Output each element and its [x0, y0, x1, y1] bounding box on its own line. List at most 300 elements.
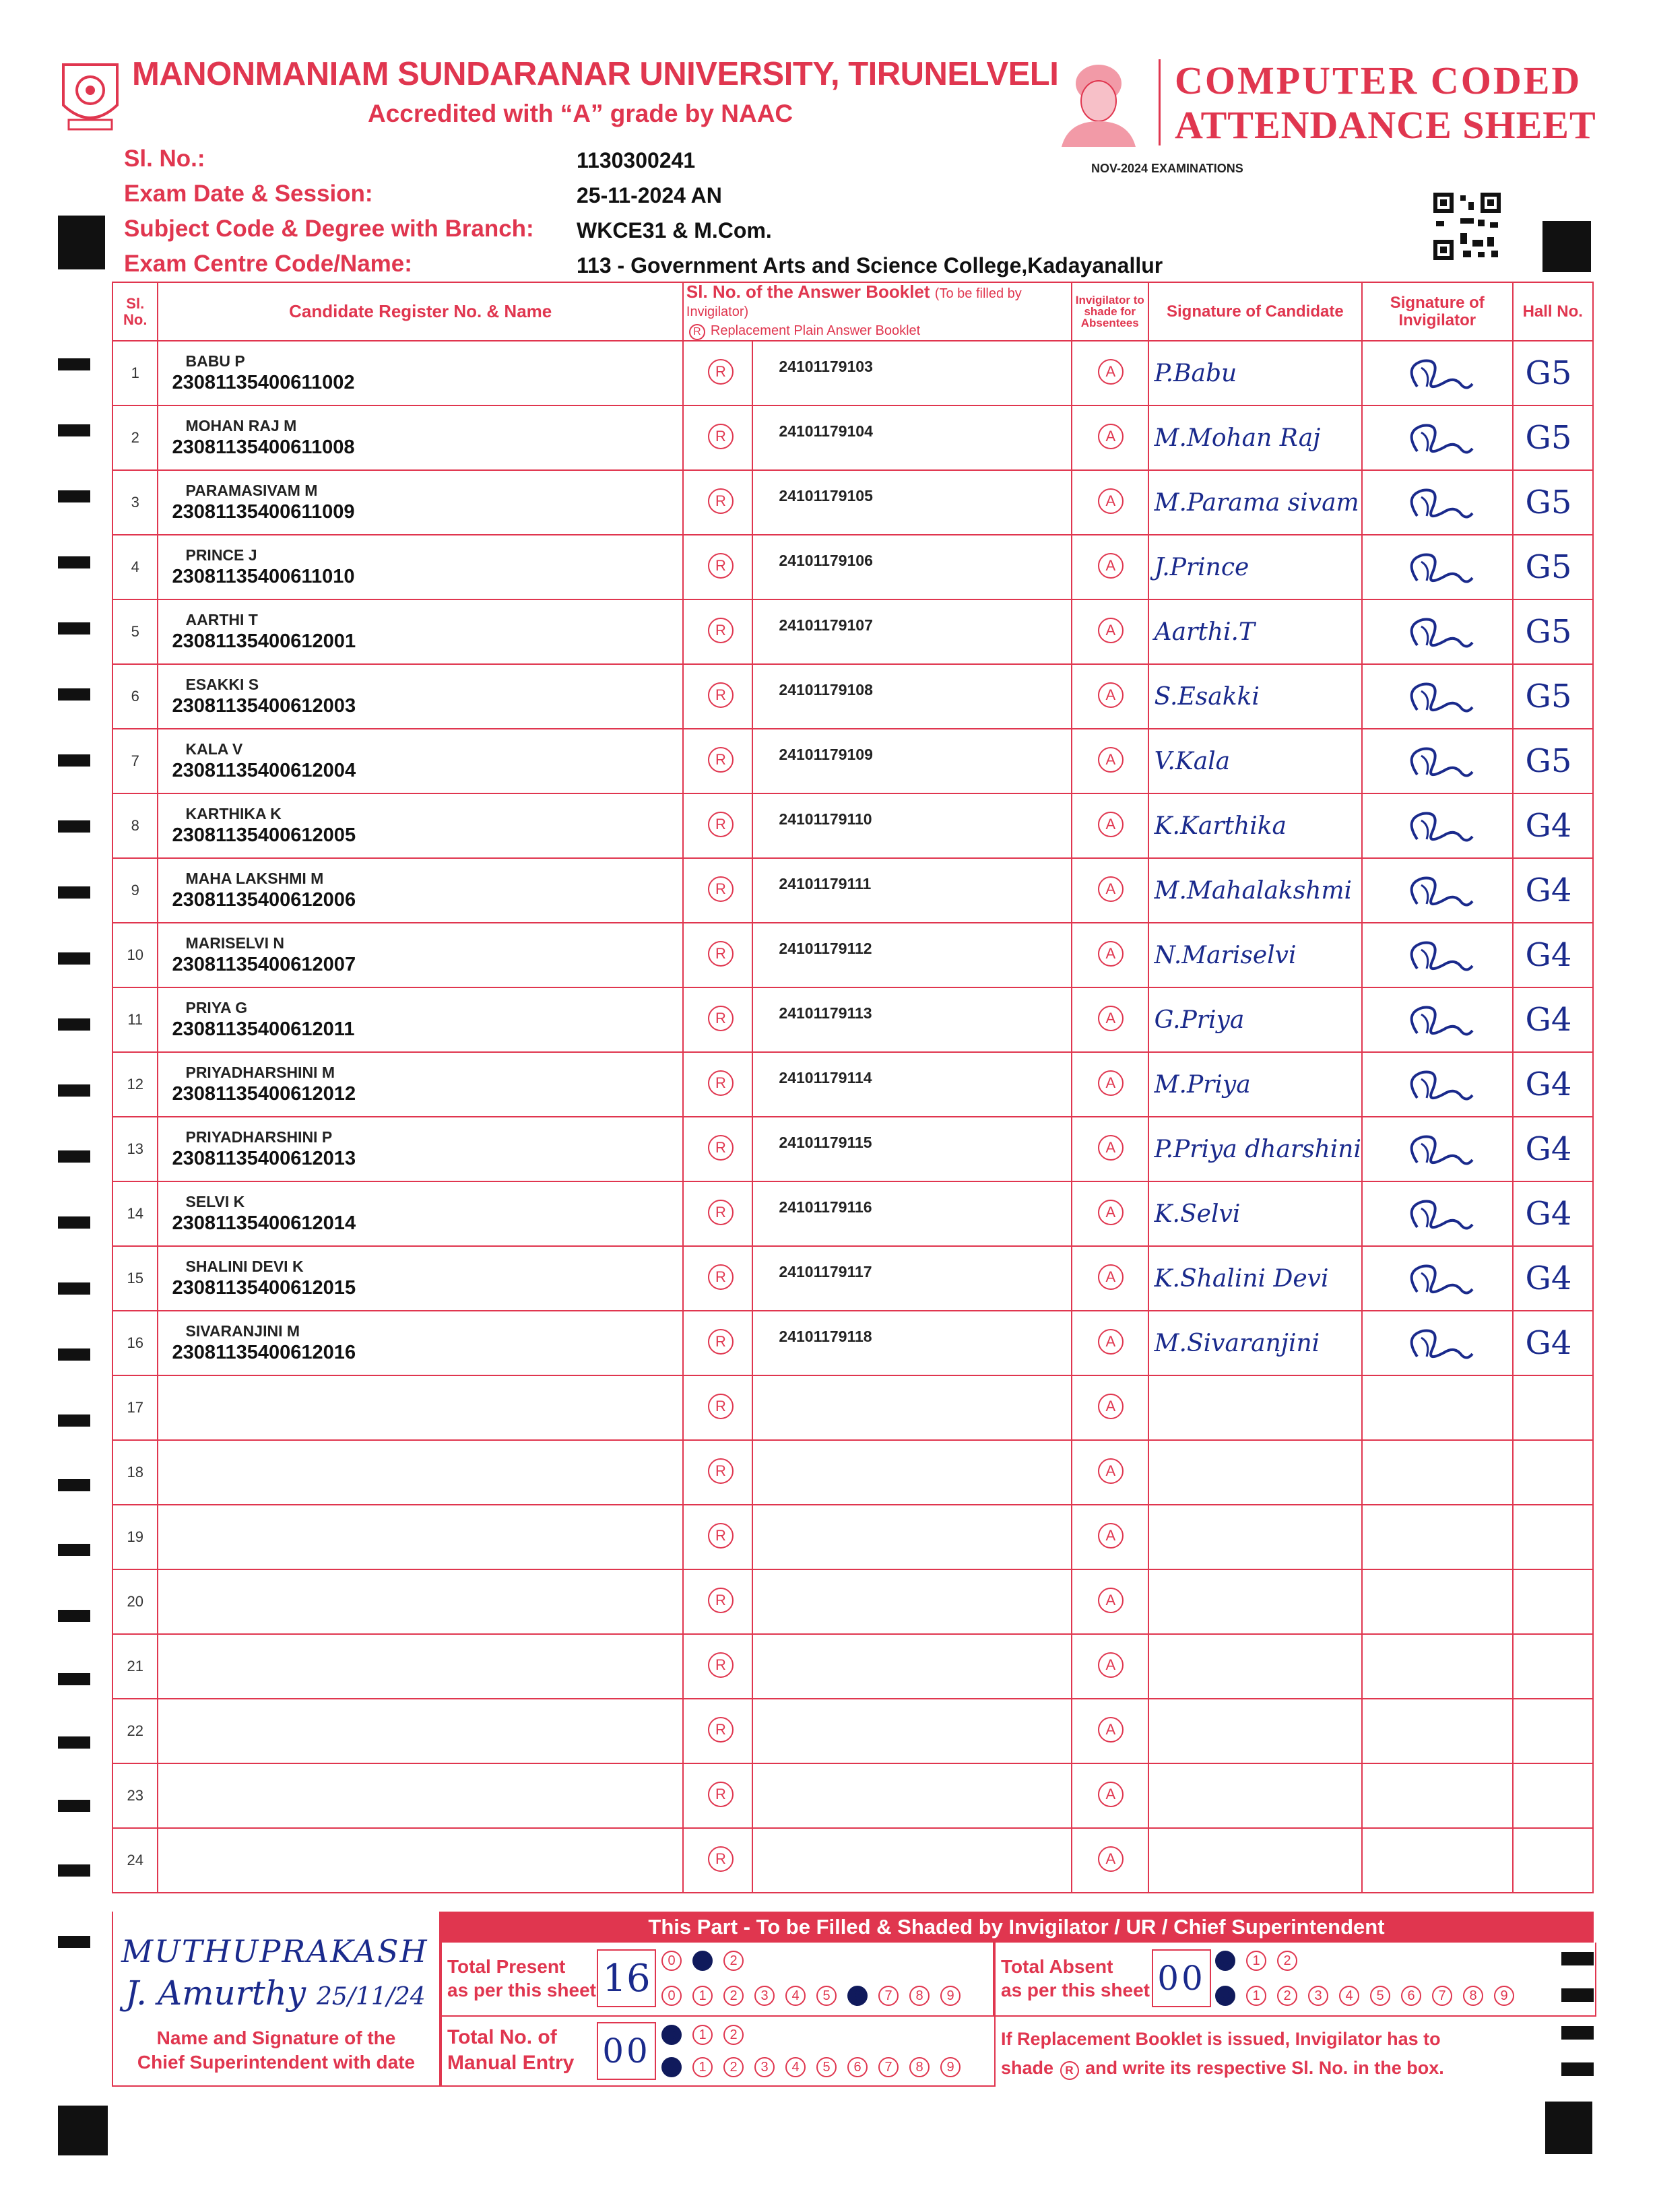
table-row [112, 1505, 1593, 1569]
candidate-name: KARTHIKA K [185, 805, 282, 822]
absent-bubble[interactable]: A [1098, 941, 1124, 967]
invigilator-signature-icon [1397, 353, 1478, 400]
absent-bubble[interactable]: A [1098, 1846, 1124, 1872]
absent-bubble[interactable]: A [1098, 876, 1124, 902]
candidate-signature-cell [1148, 793, 1362, 858]
candidate-name: PRINCE J [185, 546, 257, 564]
manual-entry-units-bubbles [661, 2057, 971, 2077]
booklet-cell [752, 1763, 1071, 1828]
table-row [112, 1246, 1593, 1311]
digit-bubble[interactable]: 8 [909, 2057, 930, 2077]
replacement-bubble[interactable]: R [708, 1329, 734, 1355]
replacement-bubble[interactable]: R [708, 1782, 734, 1807]
manual-entry-label: Total No. of Manual Entry [447, 2026, 575, 2074]
booklet-number: 24101179114 [779, 1069, 872, 1086]
hall-number: G5 [1525, 484, 1572, 521]
exam-tag: NOV-2024 EXAMINATIONS [1091, 162, 1243, 175]
absent-bubble[interactable]: A [1098, 1458, 1124, 1484]
replacement-cell[interactable] [683, 858, 753, 923]
header-booklet: Sl. No. of the Answer Booklet (To be filled by Invigilator) R Replacement Plain Answer Booklet [683, 282, 1072, 341]
hall-cell [1513, 341, 1594, 405]
digit-bubble[interactable]: 9 [940, 2057, 961, 2077]
invigilator-signature-cell [1362, 599, 1513, 664]
absent-cell[interactable] [1072, 1181, 1148, 1246]
total-present-entry [597, 1949, 656, 2007]
replacement-cell[interactable] [683, 1634, 753, 1699]
digit-bubble[interactable]: 1 [692, 1986, 713, 2006]
hall-cell [1513, 1181, 1594, 1246]
replacement-bubble[interactable]: R [708, 1652, 734, 1678]
timing-mark [58, 1479, 90, 1491]
timing-mark [58, 1610, 90, 1622]
candidate-name: PRIYADHARSHINI P [185, 1128, 333, 1146]
invigilator-signature-icon [1397, 1323, 1478, 1370]
hall-cell [1513, 405, 1594, 470]
absent-cell[interactable] [1072, 341, 1148, 405]
booklet-cell [752, 1181, 1071, 1246]
replacement-cell[interactable] [683, 1181, 753, 1246]
digit-bubble[interactable]: 4 [785, 1986, 806, 2006]
booklet-cell [752, 599, 1071, 664]
absent-bubble[interactable]: A [1098, 1070, 1124, 1096]
hall-cell [1513, 599, 1594, 664]
timing-mark [58, 1864, 90, 1877]
candidate-signature-cell [1148, 664, 1362, 729]
booklet-number: 24101179107 [779, 616, 873, 634]
replacement-cell[interactable] [683, 1763, 753, 1828]
timing-mark [58, 886, 90, 899]
replacement-cell[interactable] [683, 1505, 753, 1569]
absent-bubble[interactable]: A [1098, 1523, 1124, 1549]
digit-bubble[interactable]: 7 [1432, 1986, 1452, 2006]
candidate-signature: M.Mahalakshmi [1154, 876, 1353, 905]
digit-bubble[interactable]: 4 [785, 2057, 806, 2077]
hall-cell [1513, 1440, 1594, 1505]
booklet-number: 24101179111 [779, 875, 872, 892]
manual-entry-entry [597, 2022, 656, 2080]
header-absent: Invigilator to shade for Absentees [1072, 282, 1148, 341]
absent-cell[interactable] [1072, 1634, 1148, 1699]
replacement-bubble[interactable]: R [708, 1135, 734, 1161]
hall-number: G4 [1525, 1130, 1572, 1168]
candidate-signature: N.Mariselvi [1154, 941, 1297, 969]
absent-cell[interactable] [1072, 470, 1148, 535]
candidate-name [172, 1657, 185, 1674]
replacement-cell[interactable] [683, 470, 753, 535]
register-number: 23081135400611010 [172, 566, 355, 587]
candidate-name [172, 1786, 185, 1804]
digit-bubble[interactable]: 5 [816, 2057, 837, 2077]
absent-cell[interactable] [1072, 923, 1148, 987]
candidate-cell [158, 341, 682, 405]
register-number: 23081135400612014 [172, 1212, 356, 1234]
booklet-cell [752, 923, 1071, 987]
header-sl: Sl. No. [112, 282, 158, 341]
candidate-cell [158, 1634, 682, 1699]
digit-bubble[interactable]: 6 [847, 2057, 868, 2077]
field-value: 25-11-2024 AN [577, 183, 722, 207]
absent-bubble[interactable]: A [1098, 1006, 1124, 1031]
digit-bubble[interactable]: 0 [661, 2057, 682, 2077]
replacement-cell[interactable] [683, 1375, 753, 1440]
digit-bubble[interactable]: 7 [878, 2057, 899, 2077]
invigilator-signature-cell [1362, 1569, 1513, 1634]
field-value: 113 - Government Arts and Science College,Kadayanallur [577, 253, 1163, 278]
digit-bubble[interactable]: 9 [1494, 1986, 1514, 2006]
replacement-bubble[interactable]: R [708, 1458, 734, 1484]
invigilator-signature-cell [1362, 729, 1513, 793]
corner-mark [58, 216, 105, 269]
invigilator-signature-cell [1362, 923, 1513, 987]
candidate-name: BABU P [185, 352, 245, 370]
hall-cell [1513, 858, 1594, 923]
digit-bubble[interactable]: 5 [816, 1986, 837, 2006]
invigilator-signature-icon [1397, 676, 1478, 723]
digit-bubble[interactable]: 6 [1401, 1986, 1421, 2006]
absent-cell[interactable] [1072, 1117, 1148, 1181]
booklet-cell [752, 1569, 1071, 1634]
candidate-name: MAHA LAKSHMI M [185, 870, 324, 887]
booklet-cell [752, 341, 1071, 405]
replacement-bubble[interactable]: R [708, 941, 734, 967]
invigilator-signature-cell [1362, 1375, 1513, 1440]
row-sl: 1 [112, 341, 158, 405]
hall-number: G5 [1525, 419, 1572, 457]
absent-bubble[interactable]: A [1098, 488, 1124, 514]
digit-bubble[interactable]: 3 [754, 1986, 775, 2006]
table-row [112, 1117, 1593, 1181]
row-sl: 6 [112, 664, 158, 729]
digit-bubble[interactable]: 0 [661, 1951, 682, 1971]
replacement-cell[interactable] [683, 664, 753, 729]
digit-bubble[interactable]: 1 [1246, 1951, 1266, 1971]
candidate-cell [158, 1117, 682, 1181]
digit-bubble[interactable]: 0 [661, 1986, 682, 2006]
hall-number: G4 [1525, 872, 1572, 909]
header-sig-invigilator: Signature of Invigilator [1362, 282, 1513, 341]
table-row [112, 793, 1593, 858]
absent-cell[interactable] [1072, 729, 1148, 793]
timing-mark [58, 490, 90, 502]
replacement-cell[interactable] [683, 1246, 753, 1311]
candidate-cell [158, 1181, 682, 1246]
digit-bubble[interactable]: 1 [692, 1951, 713, 1971]
register-number: 23081135400612013 [172, 1148, 356, 1169]
absent-cell[interactable] [1072, 535, 1148, 599]
replacement-cell[interactable] [683, 599, 753, 664]
booklet-cell [752, 1375, 1071, 1440]
booklet-number: 24101179115 [779, 1134, 872, 1151]
timing-mark [58, 358, 90, 370]
invigilator-signature-cell [1362, 1828, 1513, 1893]
hall-cell [1513, 1052, 1594, 1117]
absent-bubble[interactable]: A [1098, 1782, 1124, 1807]
digit-bubble[interactable]: 2 [723, 1986, 744, 2006]
booklet-number: 24101179108 [779, 681, 873, 698]
hall-cell [1513, 1828, 1594, 1893]
replacement-instruction: If Replacement Booklet is issued, Invigilator has to shade R and write its respective Sl. No. in the box. [1001, 2025, 1444, 2083]
hall-number: G5 [1525, 354, 1572, 392]
candidate-signature-cell [1148, 1117, 1362, 1181]
replacement-cell[interactable] [683, 1052, 753, 1117]
absent-cell[interactable] [1072, 858, 1148, 923]
absent-cell[interactable] [1072, 1246, 1148, 1311]
digit-bubble[interactable]: 3 [754, 2057, 775, 2077]
register-number: 23081135400612015 [172, 1277, 356, 1299]
replacement-bubble[interactable]: R [708, 876, 734, 902]
candidate-signature-cell [1148, 1828, 1362, 1893]
invigilator-signature-cell [1362, 1311, 1513, 1375]
timing-mark [58, 1216, 90, 1229]
absent-cell[interactable] [1072, 1440, 1148, 1505]
replacement-bubble[interactable]: R [708, 682, 734, 708]
booklet-number: 24101179118 [779, 1328, 872, 1345]
invigilator-signature-cell [1362, 664, 1513, 729]
table-row [112, 664, 1593, 729]
absent-bubble[interactable]: A [1098, 1135, 1124, 1161]
replacement-cell[interactable] [683, 535, 753, 599]
register-number: 23081135400612005 [172, 824, 356, 846]
register-number: 23081135400612001 [172, 630, 356, 652]
table-row [112, 470, 1593, 535]
booklet-cell [752, 1440, 1071, 1505]
absent-bubble[interactable]: A [1098, 1264, 1124, 1290]
digit-bubble[interactable]: 2 [723, 2025, 744, 2045]
header-sig-candidate: Signature of Candidate [1148, 282, 1362, 341]
replacement-cell[interactable] [683, 793, 753, 858]
candidate-signature-cell [1148, 470, 1362, 535]
absent-bubble[interactable]: A [1098, 1200, 1124, 1225]
replacement-cell[interactable] [683, 1569, 753, 1634]
invigilator-signature-cell [1362, 535, 1513, 599]
absent-bubble[interactable]: A [1098, 682, 1124, 708]
absent-bubble[interactable]: A [1098, 424, 1124, 449]
replacement-bubble[interactable]: R [708, 1394, 734, 1419]
table-row [112, 1569, 1593, 1634]
invigilator-signature-icon [1397, 806, 1478, 853]
timing-mark [58, 1414, 90, 1427]
absent-cell[interactable] [1072, 664, 1148, 729]
replacement-cell[interactable] [683, 729, 753, 793]
candidate-cell [158, 858, 682, 923]
absent-cell[interactable] [1072, 405, 1148, 470]
row-sl: 18 [112, 1440, 158, 1505]
candidate-cell [158, 1505, 682, 1569]
digit-bubble[interactable]: 7 [878, 1986, 899, 2006]
candidate-name: AARTHI T [185, 611, 258, 628]
digit-bubble[interactable]: 3 [1308, 1986, 1328, 2006]
row-sl: 21 [112, 1634, 158, 1699]
candidate-name [172, 1463, 185, 1481]
replacement-bubble[interactable]: R [708, 1846, 734, 1872]
timing-mark [58, 1084, 90, 1097]
invigilator-signature-cell [1362, 405, 1513, 470]
timing-mark [1561, 2062, 1594, 2076]
absent-cell[interactable] [1072, 1828, 1148, 1893]
hall-cell [1513, 1699, 1594, 1763]
invigilator-signature-icon [1397, 870, 1478, 917]
digit-bubble[interactable]: 2 [723, 1951, 744, 1971]
absent-cell[interactable] [1072, 793, 1148, 858]
row-sl: 16 [112, 1311, 158, 1375]
invigilator-signature-icon [1397, 1000, 1478, 1047]
absent-cell[interactable] [1072, 1569, 1148, 1634]
replacement-cell[interactable] [683, 1311, 753, 1375]
total-absent-tens-bubbles [1215, 1951, 1308, 1971]
replacement-cell[interactable] [683, 1117, 753, 1181]
absent-cell[interactable] [1072, 1311, 1148, 1375]
timing-mark [58, 952, 90, 965]
candidate-name [172, 1592, 185, 1610]
candidate-signature: M.Sivaranjini [1154, 1329, 1320, 1357]
digit-bubble[interactable]: 8 [1463, 1986, 1483, 2006]
footer-banner [439, 1912, 1594, 1943]
booklet-cell [752, 1246, 1071, 1311]
register-number: 23081135400612007 [172, 954, 356, 975]
replacement-cell[interactable] [683, 1699, 753, 1763]
invigilator-signature-cell [1362, 793, 1513, 858]
candidate-signature-cell [1148, 923, 1362, 987]
table-row [112, 1828, 1593, 1893]
candidate-signature: M.Priya [1154, 1070, 1251, 1099]
booklet-cell [752, 729, 1071, 793]
candidate-name: PARAMASIVAM M [185, 482, 318, 499]
timing-mark [58, 1348, 90, 1361]
replacement-bubble[interactable]: R [708, 1588, 734, 1613]
replacement-cell[interactable] [683, 1440, 753, 1505]
chief-signature: J. Amurthy 25/11/24 [125, 1974, 426, 2013]
absent-bubble[interactable]: A [1098, 1588, 1124, 1613]
replacement-bubble[interactable]: R [708, 812, 734, 837]
absent-bubble[interactable]: A [1098, 553, 1124, 579]
replacement-bubble[interactable]: R [708, 488, 734, 514]
hall-cell [1513, 664, 1594, 729]
invigilator-signature-icon [1397, 547, 1478, 594]
digit-bubble[interactable]: 1 [692, 2025, 713, 2045]
absent-cell[interactable] [1072, 1699, 1148, 1763]
digit-bubble[interactable]: 8 [909, 1986, 930, 2006]
replacement-cell[interactable] [683, 405, 753, 470]
replacement-bubble[interactable]: R [708, 1264, 734, 1290]
digit-bubble[interactable]: 5 [1370, 1986, 1390, 2006]
candidate-signature: S.Esakki [1154, 682, 1260, 711]
booklet-cell [752, 1505, 1071, 1569]
table-row [112, 535, 1593, 599]
absent-cell[interactable] [1072, 1763, 1148, 1828]
digit-bubble[interactable]: 2 [723, 2057, 744, 2077]
candidate-signature-cell [1148, 1375, 1362, 1440]
table-row [112, 1375, 1593, 1440]
candidate-signature-cell [1148, 405, 1362, 470]
replacement-cell[interactable] [683, 987, 753, 1052]
digit-bubble[interactable]: 0 [661, 2025, 682, 2045]
replacement-bubble[interactable]: R [708, 1200, 734, 1225]
sheet-title-line2: ATTENDANCE SHEET [1175, 103, 1596, 147]
digit-bubble[interactable]: 6 [847, 1986, 868, 2006]
total-present-label: Total Present as per this sheet [447, 1956, 596, 2000]
booklet-cell [752, 470, 1071, 535]
booklet-number: 24101179113 [779, 1004, 872, 1022]
absent-cell[interactable] [1072, 599, 1148, 664]
candidate-name: SIVARANJINI M [185, 1322, 300, 1340]
replacement-cell[interactable] [683, 1828, 753, 1893]
absent-bubble[interactable]: A [1098, 1394, 1124, 1419]
digit-bubble[interactable]: 0 [1215, 1986, 1235, 2006]
field-label: Exam Date & Session: [124, 181, 373, 207]
candidate-signature: V.Kala [1154, 747, 1231, 775]
candidate-signature: J.Prince [1154, 553, 1249, 581]
candidate-cell [158, 729, 682, 793]
candidate-signature-cell [1148, 1311, 1362, 1375]
table-row [112, 1311, 1593, 1375]
replacement-bubble[interactable]: R [708, 1006, 734, 1031]
candidate-signature-cell [1148, 1246, 1362, 1311]
digit-bubble[interactable]: 1 [1246, 1986, 1266, 2006]
row-sl: 4 [112, 535, 158, 599]
digit-bubble[interactable]: 4 [1339, 1986, 1359, 2006]
replacement-cell[interactable] [683, 341, 753, 405]
absent-bubble[interactable]: A [1098, 1652, 1124, 1678]
absent-cell[interactable] [1072, 1052, 1148, 1117]
table-row [112, 923, 1593, 987]
replacement-bubble[interactable]: R [708, 618, 734, 643]
digit-bubble[interactable]: 2 [1277, 1986, 1297, 2006]
absent-bubble[interactable]: A [1098, 359, 1124, 385]
digit-bubble[interactable]: 9 [940, 1986, 961, 2006]
table-row [112, 858, 1593, 923]
university-logo [59, 58, 121, 133]
replacement-cell[interactable] [683, 923, 753, 987]
absent-bubble[interactable]: A [1098, 747, 1124, 773]
replacement-bubble[interactable]: R [708, 1523, 734, 1549]
digit-bubble[interactable]: 1 [692, 2057, 713, 2077]
candidate-cell [158, 1311, 682, 1375]
timing-mark [1561, 1952, 1594, 1965]
replacement-bubble[interactable]: R [708, 553, 734, 579]
replacement-bubble[interactable]: R [708, 1070, 734, 1096]
absent-bubble[interactable]: A [1098, 618, 1124, 643]
absent-cell[interactable] [1072, 1375, 1148, 1440]
table-header-row [112, 282, 1593, 341]
candidate-cell [158, 987, 682, 1052]
hall-cell [1513, 535, 1594, 599]
booklet-cell [752, 1828, 1071, 1893]
digit-bubble[interactable]: 0 [1215, 1951, 1235, 1971]
absent-bubble[interactable]: A [1098, 1717, 1124, 1743]
row-sl: 17 [112, 1375, 158, 1440]
candidate-cell [158, 599, 682, 664]
digit-bubble[interactable]: 2 [1277, 1951, 1297, 1971]
total-present-tens-bubbles [661, 1951, 754, 1971]
replacement-bubble[interactable]: R [708, 1717, 734, 1743]
absent-cell[interactable] [1072, 1505, 1148, 1569]
replacement-bubble[interactable]: R [708, 747, 734, 773]
hall-cell [1513, 470, 1594, 535]
candidate-name: ESAKKI S [185, 676, 259, 693]
candidate-signature: P.Babu [1154, 359, 1237, 387]
candidate-cell [158, 1828, 682, 1893]
replacement-bubble[interactable]: R [708, 424, 734, 449]
candidate-name: MOHAN RAJ M [185, 417, 297, 434]
absent-bubble[interactable]: A [1098, 812, 1124, 837]
hall-cell [1513, 1117, 1594, 1181]
invigilator-signature-cell [1362, 858, 1513, 923]
absent-cell[interactable] [1072, 987, 1148, 1052]
table-row [112, 599, 1593, 664]
hall-cell [1513, 1634, 1594, 1699]
replacement-bubble[interactable]: R [708, 359, 734, 385]
absent-bubble[interactable]: A [1098, 1329, 1124, 1355]
